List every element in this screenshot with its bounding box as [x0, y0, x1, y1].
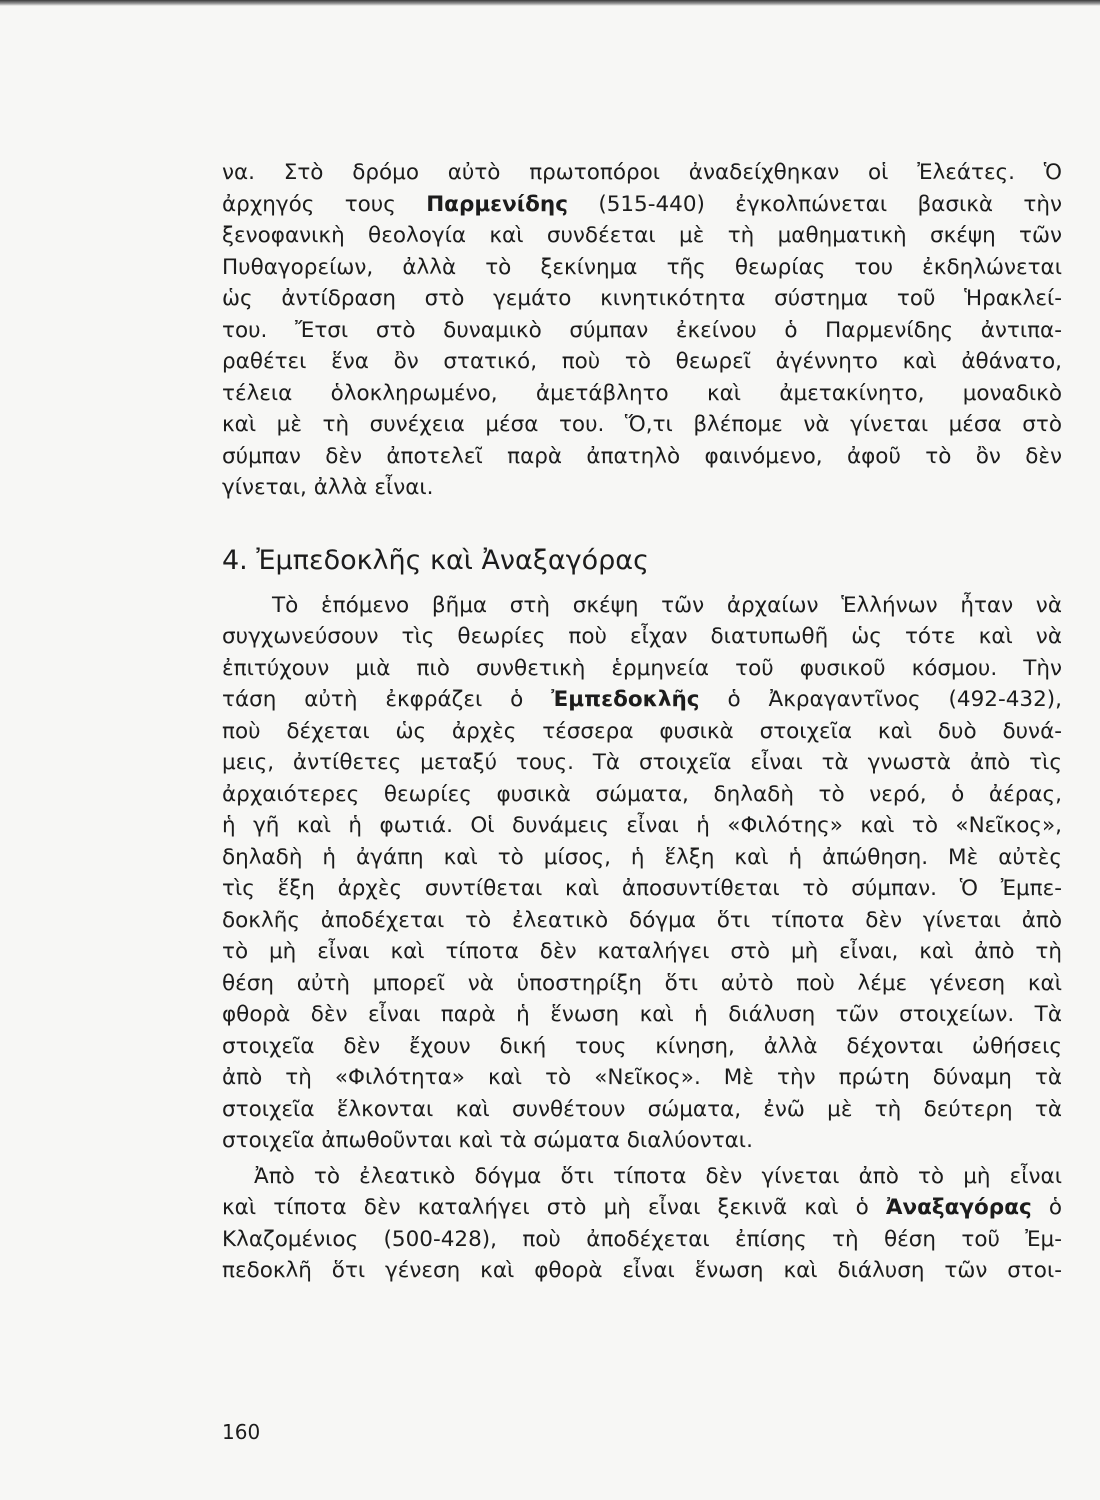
top-edge-rule [0, 0, 1100, 6]
text-line: ἀρχαιότερες θεωρίες φυσικὰ σώματα, δηλαδὴ τὸ νερό, ὁ ἀέρας, [222, 781, 1062, 807]
text-line: δηλαδὴ ἡ ἀγάπη καὶ τὸ μίσος, ἡ ἕλξη καὶ ἡ ἀπώθηση. Μὲ αὐτὲς [222, 844, 1062, 870]
text-line: τέλεια ὁλοκληρωμένο, ἀμετάβλητο καὶ ἀμετακίνητο, μοναδικὸ [222, 380, 1062, 406]
text-line: τὶς ἕξη ἀρχὲς συντίθεται καὶ ἀποσυντίθεται τὸ σύμπαν. Ὁ Ἐμπε- [222, 876, 1062, 901]
section-heading: 4. Ἐμπεδοκλῆς καὶ Ἀναξαγόρας [222, 544, 649, 576]
name-empedocles: Ἐμπεδοκλῆς [551, 687, 700, 712]
text-line: στοιχεῖα ἀπωθοῦνται καὶ τὰ σώματα διαλύονται. [222, 1128, 753, 1153]
text-line: στοιχεῖα ἕλκονται καὶ συνθέτουν σώματα, ἐνῶ μὲ τὴ δεύτερη τὰ [222, 1096, 1062, 1122]
paragraph-parmenides [222, 157, 1062, 504]
text-line: ἀπὸ τὴ «Φιλότητα» καὶ τὸ «Νεῖκος». Μὲ τὴν πρώτη δύναμη τὰ [222, 1065, 1062, 1090]
text-line: στοιχεῖα δὲν ἔχουν δική τους κίνηση, ἀλλὰ δέχονται ὠθήσεις [222, 1033, 1062, 1059]
text-line [222, 1192, 1062, 1224]
text-line: συγχωνεύσουν τὶς θεωρίες ποὺ εἶχαν διατυπωθῆ ὡς τότε καὶ νὰ [222, 624, 1062, 649]
text-span: ἀρχηγός τους [222, 191, 427, 217]
page-body [222, 157, 1062, 1287]
text-line: θέση αὐτὴ μπορεῖ νὰ ὑποστηρίξη ὅτι αὐτὸ ποὺ λέμε γένεση καὶ [222, 970, 1062, 996]
text-span: ὁ [1031, 1195, 1062, 1220]
text-line: ὡς ἀντίδραση στὸ γεμάτο κινητικότητα σύστημα τοῦ Ἡρακλεί- [222, 286, 1062, 311]
page-number: 160 [222, 1420, 261, 1444]
text-line: του. Ἔτσι στὸ δυναμικὸ σύμπαν ἐκείνου ὁ Παρμενίδης ἀντιπα- [222, 317, 1062, 343]
paragraph-empedocles [222, 590, 1062, 1157]
text-line: Κλαζομένιος (500-428), ποὺ ἀποδέχεται ἐπίσης τὴ θέση τοῦ Ἐμ- [222, 1226, 1062, 1252]
paragraph-anaxagoras [222, 1161, 1062, 1287]
text-line: Πυθαγορείων, ἀλλὰ τὸ ξεκίνημα τῆς θεωρίας του ἐκδηλώνεται [222, 254, 1062, 280]
text-line: πεδοκλῆ ὅτι γένεση καὶ φθορὰ εἶναι ἕνωση καὶ διάλυση τῶν στοι- [222, 1258, 1062, 1283]
text-line: δοκλῆς ἀποδέχεται τὸ ἐλεατικὸ δόγμα ὅτι τίποτα δὲν γίνεται ἀπὸ [222, 907, 1062, 933]
text-line [222, 189, 1062, 221]
text-line: Τὸ ἑπόμενο βῆμα στὴ σκέψη τῶν ἀρχαίων Ἑλλήνων ἦταν νὰ [272, 592, 1062, 618]
text-line: καὶ μὲ τὴ συνέχεια μέσα του. Ὅ,τι βλέπομε νὰ γίνεται μέσα στὸ [222, 412, 1062, 437]
text-span: καὶ τίποτα δὲν καταλήγει στὸ μὴ εἶναι ξεκινᾶ καὶ ὁ [222, 1195, 886, 1220]
text-line: ποὺ δέχεται ὡς ἀρχὲς τέσσερα φυσικὰ στοιχεῖα καὶ δυὸ δυνά- [222, 718, 1062, 744]
text-line: ἐπιτύχουν μιὰ πιὸ συνθετικὴ ἑρμηνεία τοῦ φυσικοῦ κόσμου. Τὴν [222, 655, 1062, 681]
name-parmenides: Παρμενίδης [426, 191, 568, 217]
text-line: Ἀπὸ τὸ ἐλεατικὸ δόγμα ὅτι τίποτα δὲν γίνεται ἀπὸ τὸ μὴ εἶναι [254, 1163, 1062, 1189]
text-line: μεις, ἀντίθετες μεταξύ τους. Τὰ στοιχεῖα εἶναι τὰ γνωστὰ ἀπὸ τὶς [222, 750, 1062, 775]
text-span: τάση αὐτὴ ἐκφράζει ὁ [222, 687, 552, 712]
text-span: ὁ Ἀκραγαντῖνος (492-432), [699, 687, 1062, 712]
text-line: ραθέτει ἕνα ὂν στατικό, ποὺ τὸ θεωρεῖ ἀγέννητο καὶ ἀθάνατο, [222, 349, 1062, 374]
name-anaxagoras: Ἀναξαγόρας [885, 1195, 1032, 1220]
text-span: (515-440) ἐγκολπώνεται βασικὰ τὴν [567, 191, 1063, 217]
text-line: τὸ μὴ εἶναι καὶ τίποτα δὲν καταλήγει στὸ μὴ εἶναι, καὶ ἀπὸ τὴ [222, 939, 1062, 964]
text-line: φθορὰ δὲν εἶναι παρὰ ἡ ἕνωση καὶ ἡ διάλυση τῶν στοιχείων. Τὰ [222, 1002, 1062, 1027]
text-line: ἡ γῆ καὶ ἡ φωτιά. Οἱ δυνάμεις εἶναι ἡ «Φιλότης» καὶ τὸ «Νεῖκος», [222, 813, 1062, 838]
text-line [222, 684, 1062, 716]
text-line: γίνεται, ἀλλὰ εἶναι. [222, 475, 434, 500]
text-line: να. Στὸ δρόμο αὐτὸ πρωτοπόροι ἀναδείχθηκαν οἱ Ἐλεάτες. Ὁ [222, 160, 1062, 185]
text-line: ξενοφανικὴ θεολογία καὶ συνδέεται μὲ τὴ μαθηματικὴ σκέψη τῶν [222, 223, 1062, 248]
text-line: σύμπαν δὲν ἀποτελεῖ παρὰ ἀπατηλὸ φαινόμενο, ἀφοῦ τὸ ὂν δὲν [222, 443, 1062, 469]
